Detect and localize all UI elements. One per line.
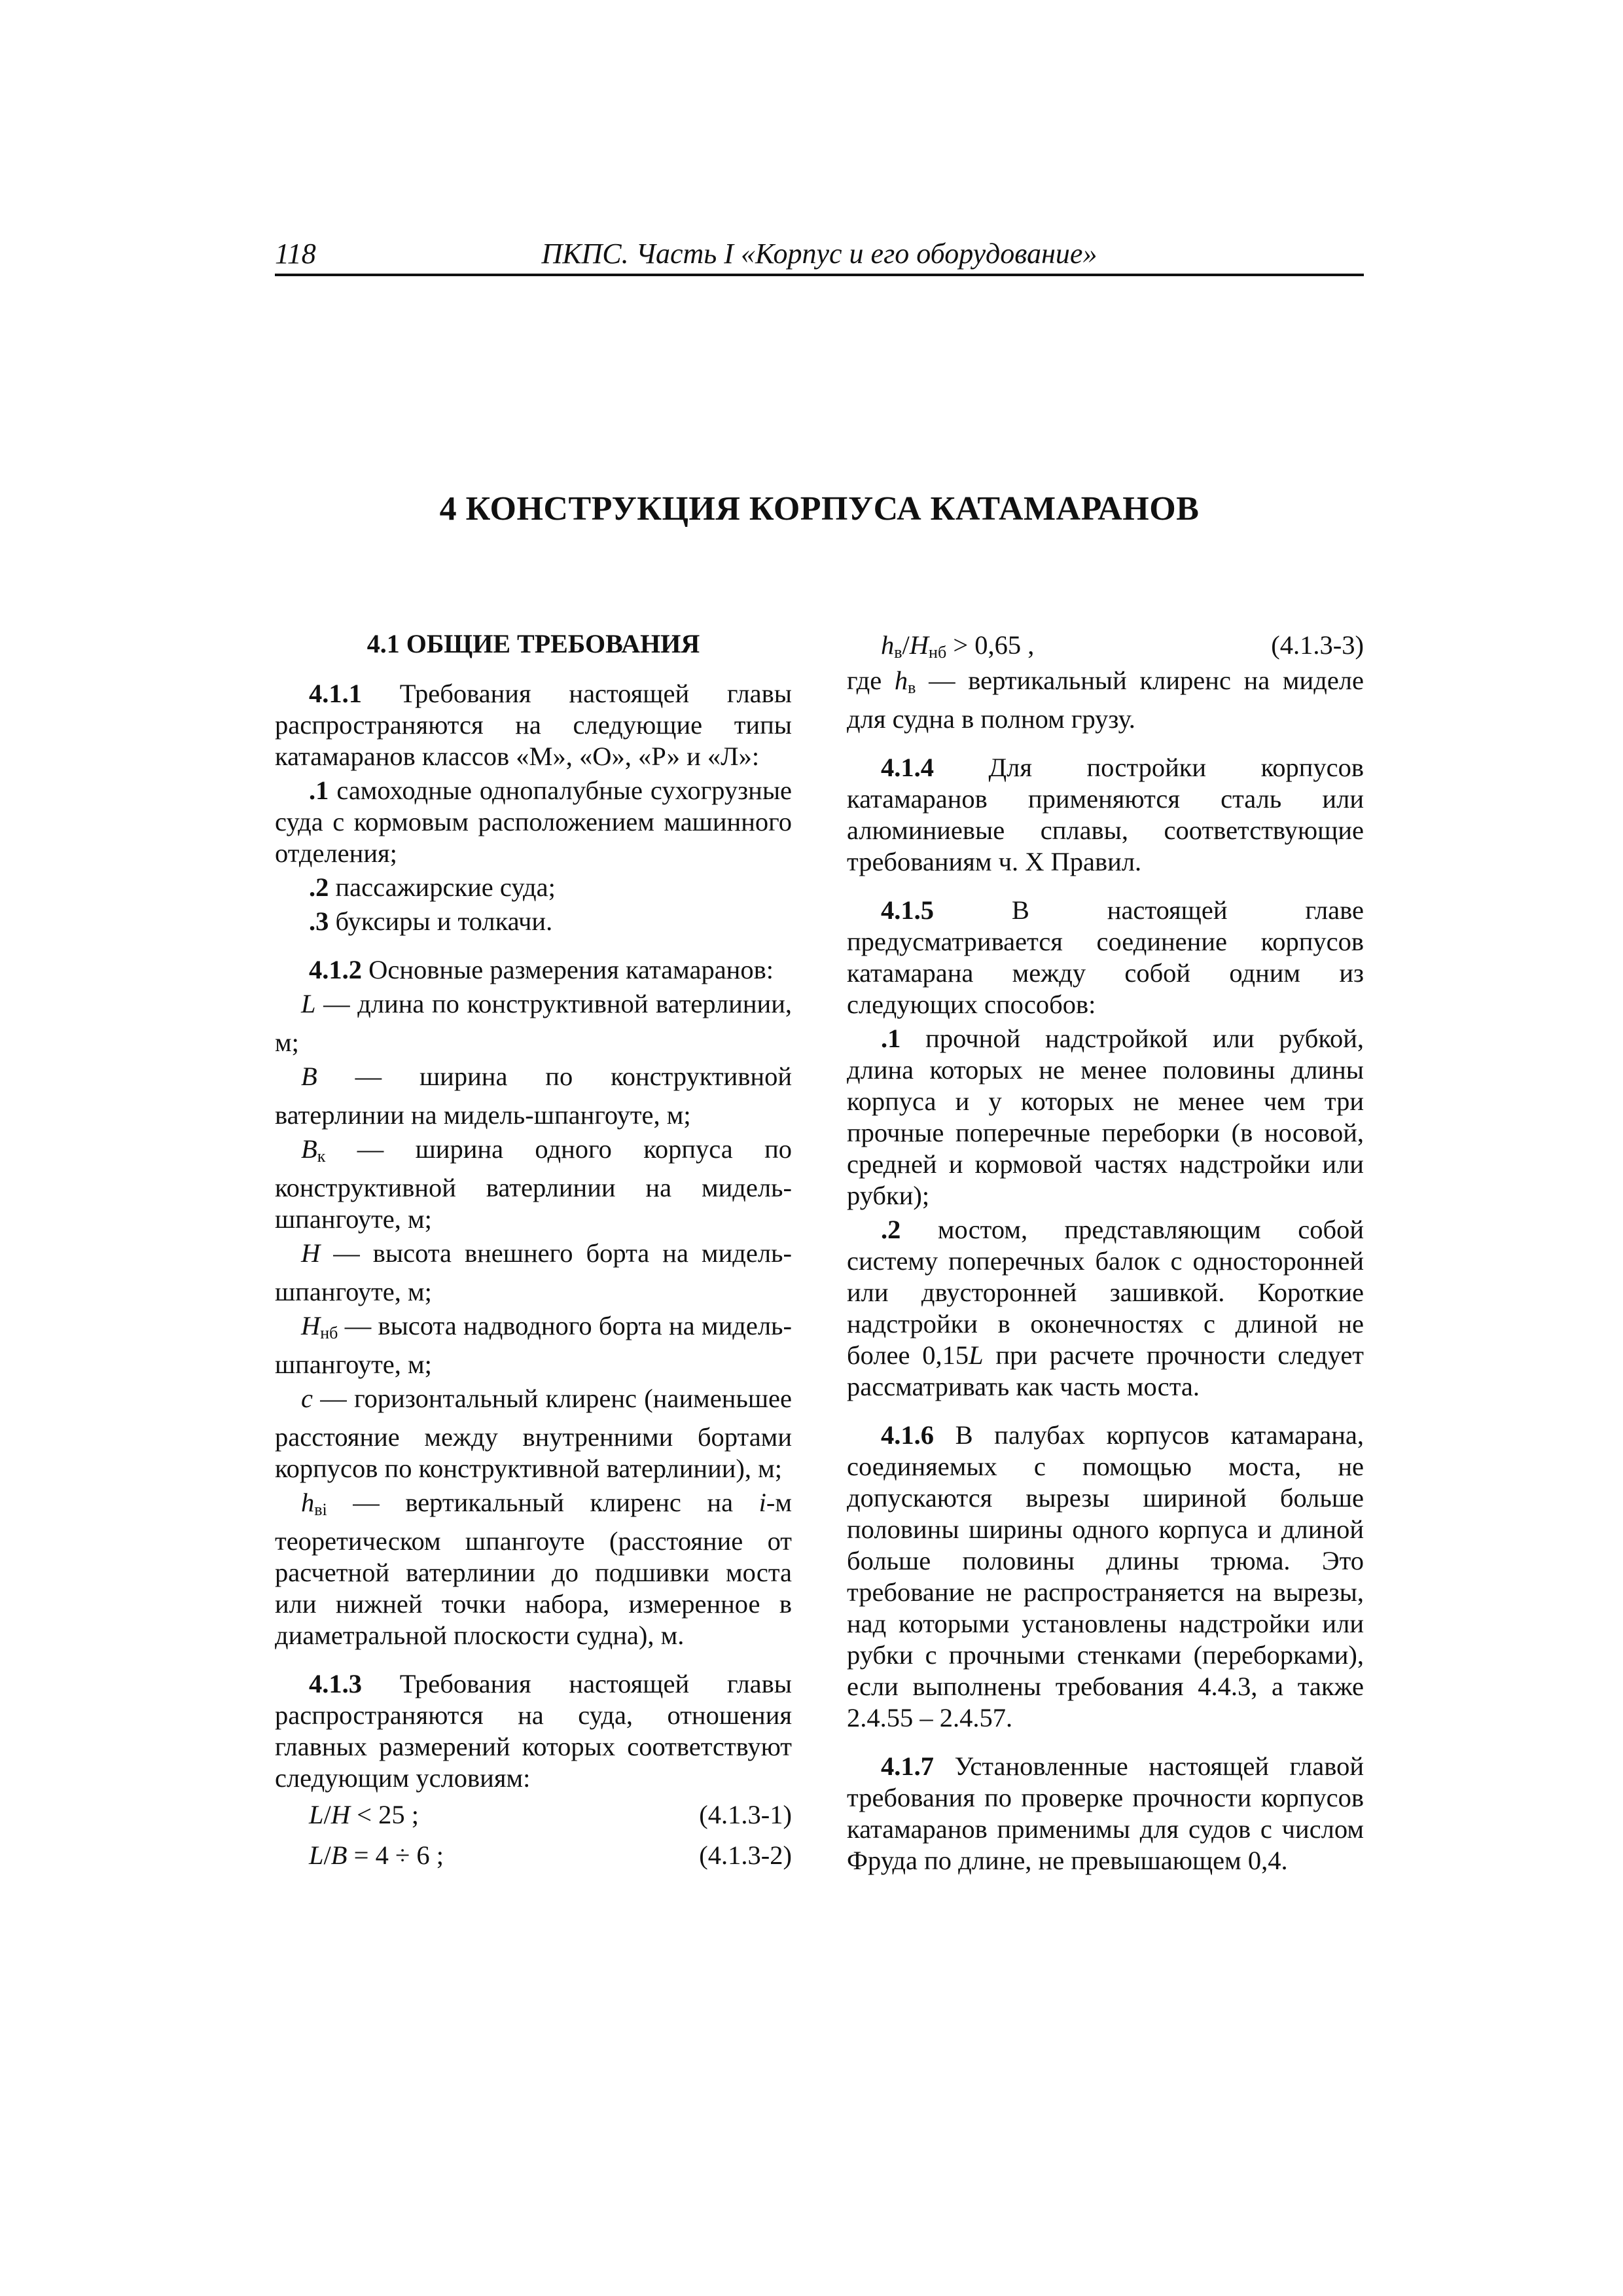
formula-4-1-3-3	[847, 628, 1364, 665]
paragraph-4-1-6	[847, 1420, 1364, 1734]
paragraph-text: Требования настоящей главы распространяются на следующие типы катамаранов классов «М», «О», «Р» и «Л»:	[275, 679, 792, 771]
formula-explanation: где $h_в$ — вертикальный клиренс на миделе для судна в полном грузу.	[847, 666, 1364, 734]
symbol-subscript: к	[317, 1147, 326, 1166]
paragraph-4-1-4	[847, 752, 1364, 878]
paragraph-4-1-3	[275, 1668, 792, 1794]
formula-expression: L/H < 25 ;	[309, 1800, 419, 1829]
section-title: 4.1 ОБЩИЕ ТРЕБОВАНИЯ	[366, 629, 700, 658]
item-text: прочной надстройкой или рубкой, длина которых не менее половины длины корпуса и у которых не менее чем три прочные поперечные переборки (в носовой, средней и кормовой частях надстройки или рубки);	[847, 1024, 1364, 1210]
list-item	[847, 1214, 1364, 1403]
symbol-subscript: вi	[314, 1500, 327, 1519]
list-item	[275, 775, 792, 869]
formula-4-1-3-2	[275, 1839, 792, 1875]
item-number: .3	[309, 906, 329, 936]
clause-number: 4.1.6	[881, 1420, 934, 1450]
definition-text: — высота внешнего борта на мидель-шпангоуте, м;	[275, 1238, 792, 1306]
definition-text: — вертикальный клиренс на	[327, 1488, 759, 1517]
symbol-subscript: в	[908, 678, 916, 697]
symbol: h	[301, 1488, 315, 1517]
left-column	[275, 628, 792, 1875]
clause-number: 4.1.5	[881, 895, 934, 925]
definition-text: — высота надводного борта на мидель-шпангоуте, м;	[275, 1311, 792, 1379]
formula-number: (4.1.3-3)	[1271, 630, 1364, 660]
clause-number: 4.1.3	[309, 1669, 362, 1698]
paragraph-text: Требования настоящей главы распространяются на суда, отношения главных размерений которых соответствуют следующим условиям:	[275, 1669, 792, 1793]
symbol: B	[301, 1062, 317, 1091]
formula-expression: L/B = 4 ÷ 6 ;	[309, 1840, 444, 1870]
paragraph-text: В палубах корпусов катамарана, соединяемых с помощью моста, не допускаются вырезы шириной больше половины ширины одного корпуса и длиной больше половины длины трюма. Это требование не распространяется на вырезы, над которыми установлены надстройки или рубки с прочными стенками (переборками), если выполнены требования 4.4.3, а также 2.4.55 – 2.4.57.	[847, 1420, 1364, 1732]
right-column	[847, 628, 1364, 1876]
index-symbol: i	[758, 1488, 766, 1517]
symbol-subscript: нб	[320, 1323, 338, 1342]
item-text: самоходные однопалубные сухогрузные суда с кормовым расположением машинного отделения;	[275, 776, 792, 868]
formula-number: (4.1.3-2)	[699, 1840, 792, 1870]
symbol: B	[301, 1134, 317, 1164]
symbol: H	[301, 1238, 321, 1268]
definition-item	[275, 1238, 792, 1308]
definition-item	[275, 1383, 792, 1484]
symbol: c	[301, 1384, 313, 1413]
paragraph-text: Установленные настоящей главой требования по проверке прочности корпусов катамаранов применимы для судов с числом Фруда по длине, не превышающем 0,4.	[847, 1751, 1364, 1875]
item-text: мостом, представляющим собой систему поперечных балок с односторонней или двусторонней зашивкой. Короткие надстройки в оконечностях с длиной не более 0,15	[847, 1215, 1364, 1370]
list-item	[847, 1023, 1364, 1211]
formula-expression: $h_в/H_{нб} > 0,65$ ,	[881, 630, 1035, 662]
item-number: .1	[881, 1024, 901, 1053]
definition-item	[275, 988, 792, 1058]
symbol: h	[894, 666, 908, 695]
formula-4-1-3-1	[275, 1798, 792, 1835]
item-number: .2	[309, 872, 329, 902]
running-header	[275, 236, 1364, 276]
paragraph-text: Основные размерения катамаранов:	[362, 955, 774, 984]
paragraph-4-1-7	[847, 1751, 1364, 1876]
definition-text: — ширина по конструктивной ватерлинии на мидель-шпангоуте, м;	[275, 1062, 792, 1130]
item-text: пассажирские суда;	[329, 872, 556, 902]
clause-number: 4.1.2	[309, 955, 362, 984]
definition-text: -м теоретическом шпангоуте (расстояние от расчетной ватерлинии до подшивки моста или нижней точки набора, измеренное в диаметральной плоскости судна), м.	[275, 1488, 792, 1650]
running-title: ПКПС. Часть I «Корпус и его оборудование»	[541, 238, 1097, 270]
list-item	[275, 872, 792, 903]
paragraph-4-1-1	[275, 678, 792, 772]
definition-text: — длина по конструктивной ватерлинии, м;	[275, 989, 792, 1057]
definition-item	[275, 1061, 792, 1131]
definition-text: — ширина одного корпуса по конструктивной ватерлинии на мидель-шпангоуте, м;	[275, 1134, 792, 1234]
paragraph-4-1-2	[275, 954, 792, 986]
clause-number: 4.1.4	[881, 753, 934, 782]
symbol: H	[301, 1311, 321, 1340]
item-text: при расчете прочности следует рассматривать как часть моста.	[847, 1340, 1364, 1401]
item-number: .2	[881, 1215, 901, 1244]
list-item	[275, 906, 792, 937]
formula-number: (4.1.3-1)	[699, 1800, 792, 1829]
definition-item	[275, 1134, 792, 1235]
item-number: .1	[309, 776, 329, 805]
chapter-title: 4 КОНСТРУКЦИЯ КОРПУСА КАТАМАРАНОВ	[439, 490, 1200, 528]
definition-item	[275, 1310, 792, 1380]
definition-text: — горизонтальный клиренс (наименьшее расстояние между внутренними бортами корпусов по конструктивной ватерлинии), м;	[275, 1384, 792, 1483]
item-text: буксиры и толкачи.	[329, 906, 553, 936]
paragraph-4-1-5	[847, 895, 1364, 1020]
clause-number: 4.1.1	[309, 679, 362, 708]
symbol: L	[301, 989, 316, 1018]
symbol: L	[969, 1340, 984, 1370]
clause-number: 4.1.7	[881, 1751, 934, 1781]
paragraph-text: Для постройки корпусов катамаранов применяются сталь или алюминиевые сплавы, соответствующие требованиям ч. X Правил.	[847, 753, 1364, 876]
definition-item	[275, 1487, 792, 1651]
paragraph-text: В настоящей главе предусматривается соединение корпусов катамарана между собой одним из следующих способов:	[847, 895, 1364, 1019]
page-number: 118	[275, 238, 316, 270]
